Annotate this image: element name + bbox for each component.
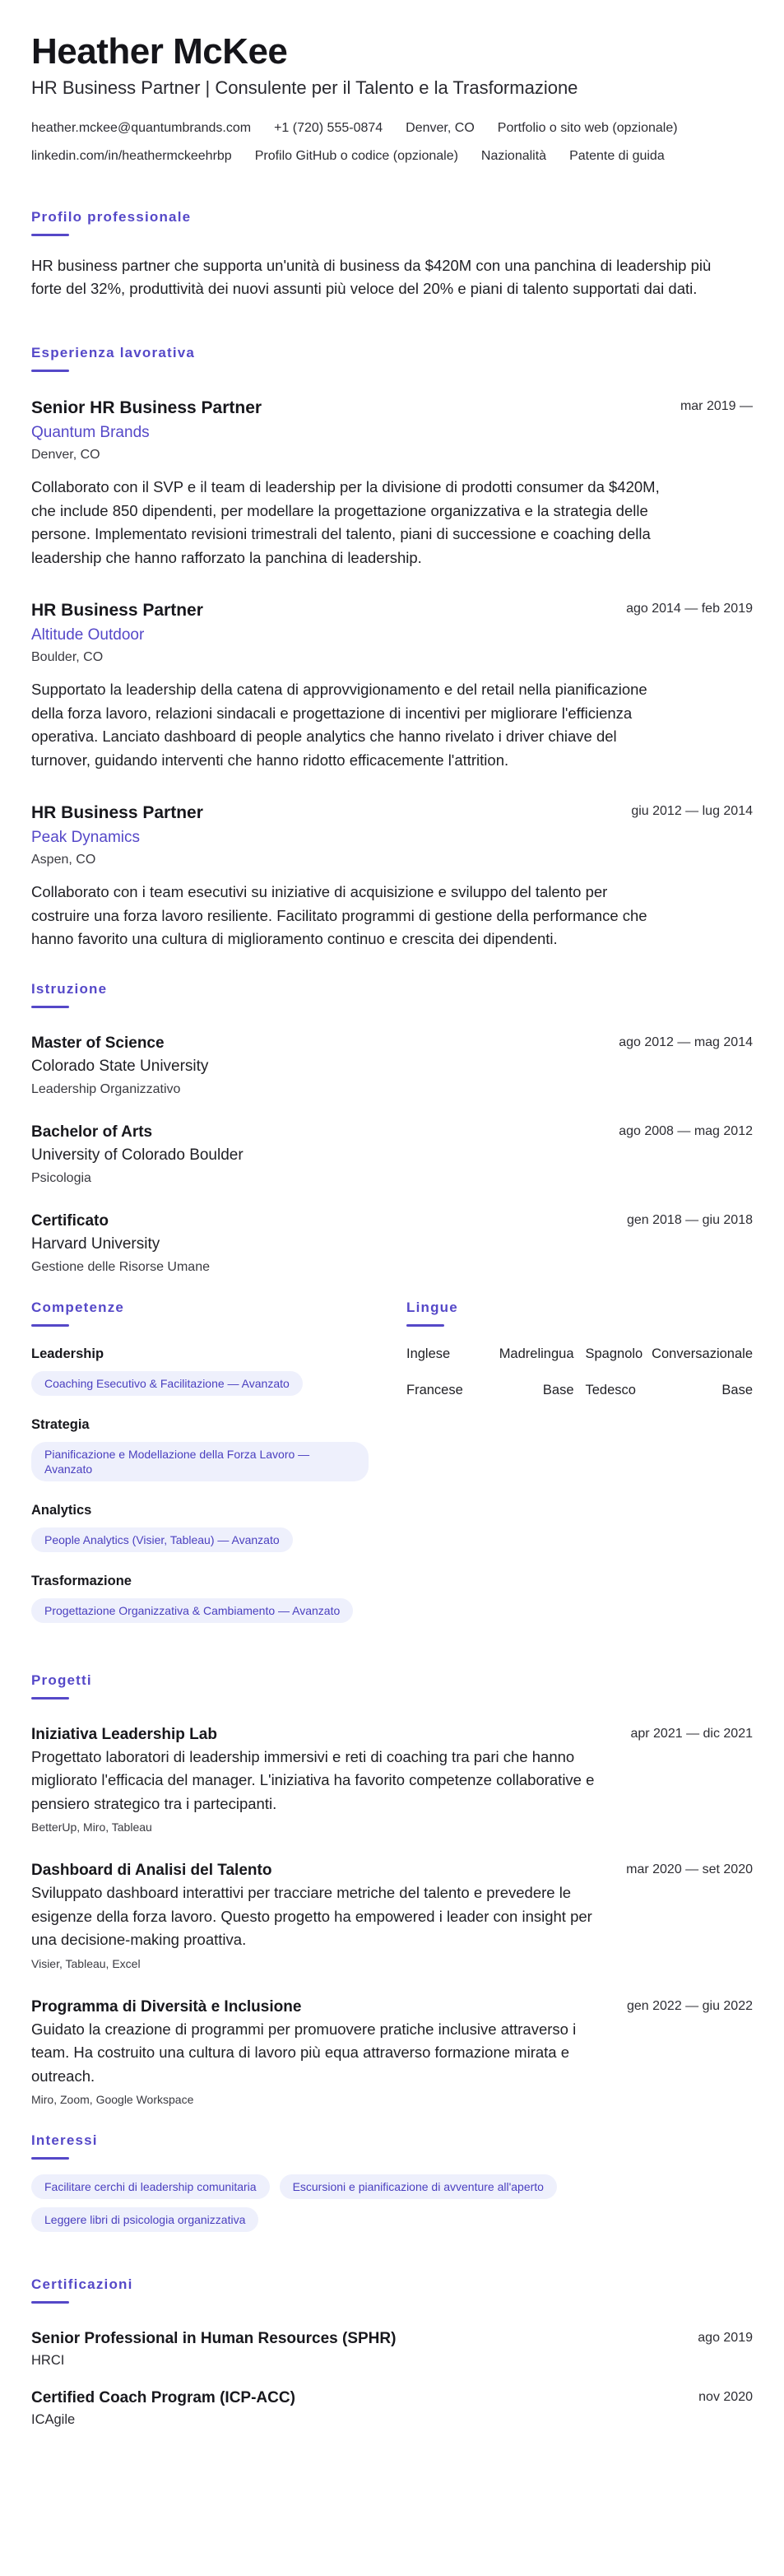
section-underline — [31, 234, 69, 236]
project-date: gen 2022 — giu 2022 — [626, 1998, 753, 2013]
language-level: Base — [542, 1382, 574, 1397]
job-date: mar 2019 — — [680, 399, 753, 413]
job-entry — [31, 397, 753, 570]
skill-category — [31, 1416, 375, 1481]
job-company: Peak Dynamics — [31, 829, 140, 846]
skill-chip: Coaching Esecutivo & Facilitazione — Avanzato — [31, 1371, 303, 1396]
candidate-headline: HR Business Partner | Consulente per il Talento e la Trasformazione — [31, 77, 578, 98]
job-entry — [31, 599, 753, 772]
education-degree: Certificato — [31, 1211, 109, 1230]
education-school: Colorado State University — [31, 1057, 209, 1075]
job-description: Supportato la leadership della catena di approvvigionamento e del retail nella pianificazione della forza lavoro, relazioni sindacali e progettazione di incentivi per migliorare l'efficienza operativa. Lanciato dashboard di people analytics che hanno rivelato i driver chiave del turnover, guidando interventi che hanno ridotto efficacemente l'attrition. — [31, 681, 647, 769]
section-title: Istruzione — [31, 980, 108, 997]
section-title: Profilo professionale — [31, 209, 192, 225]
education-entry — [31, 1033, 753, 1099]
contact-github[interactable]: Profilo GitHub o codice (opzionale) — [254, 149, 458, 163]
job-date: giu 2012 — lug 2014 — [631, 804, 753, 818]
job-title: HR Business Partner — [31, 803, 203, 822]
job-title: Senior HR Business Partner — [31, 398, 262, 417]
education-degree: Bachelor of Arts — [31, 1123, 153, 1141]
education-field: Psicologia — [31, 1170, 91, 1185]
education-date: gen 2018 — giu 2018 — [626, 1212, 753, 1227]
project-description: Sviluppato dashboard interattivi per tracciare metriche del talento e prevedere le esigenze della forza lavoro. Questo progetto ha empowered i leader con insight per una decisione-making proattiva. — [31, 1884, 592, 1948]
project-tools: BetterUp, Miro, Tableau — [31, 1820, 152, 1834]
skills-languages-section — [31, 1300, 753, 1643]
language-name: Spagnolo — [585, 1346, 643, 1361]
section-underline — [31, 370, 69, 372]
certifications-section — [31, 2276, 753, 2429]
interests-section — [31, 2132, 753, 2232]
language-level: Madrelingua — [499, 1346, 574, 1361]
job-description: Collaborato con il SVP e il team di leadership per la divisione di prodotti consumer da $420M, che include 850 dipendenti, per modellare la progettazione organizzativa e la strategia delle persone. Implementato revisioni trimestrali del talento, piani di successione e coaching della leadership che hanno rafforzato la panchina di leadership. — [31, 478, 660, 566]
education-date: ago 2008 — mag 2012 — [619, 1123, 753, 1138]
education-school: Harvard University — [31, 1235, 160, 1253]
section-underline — [31, 1697, 69, 1700]
education-field: Leadership Organizzativo — [31, 1081, 181, 1096]
skill-category — [31, 1501, 375, 1552]
skill-chip: People Analytics (Visier, Tableau) — Avanzato — [31, 1527, 293, 1552]
project-entry — [31, 1860, 753, 1972]
summary-section — [31, 209, 753, 300]
certification-entry — [31, 2328, 753, 2369]
job-description: Collaborato con i team esecutivi su iniziative di acquisizione e sviluppo del talento per costruire una forza lavoro resiliente. Facilitato programmi di gestione della performance che hanno favorito una cultura di miglioramento continuo e crescita dei dipendenti. — [31, 883, 647, 947]
certification-name: Certified Coach Program (ICP-ACC) — [31, 2389, 295, 2406]
contact-info — [31, 120, 753, 165]
contact-location: Denver, CO — [406, 121, 475, 135]
section-title: Interessi — [31, 2132, 98, 2148]
language-name: Inglese — [406, 1346, 451, 1361]
job-company: Altitude Outdoor — [31, 626, 145, 644]
contact-phone[interactable]: +1 (720) 555-0874 — [274, 121, 383, 135]
resume-header — [31, 31, 753, 165]
section-title: Esperienza lavorativa — [31, 345, 196, 360]
skills-column — [31, 1300, 375, 1643]
job-location: Aspen, CO — [31, 853, 96, 867]
contact-driving-license: Patente di guida — [569, 149, 665, 163]
project-description: Guidato la creazione di programmi per promuovere pratiche inclusive attraverso i team. Ha costruito una cultura di lavoro più equa attraverso formazione mirata e outreach. — [31, 2020, 577, 2085]
certification-issuer: HRCI — [31, 2353, 65, 2368]
job-title: HR Business Partner — [31, 601, 203, 620]
education-school: University of Colorado Boulder — [31, 1146, 244, 1164]
skill-category-name: Strategia — [31, 1416, 90, 1432]
job-entry — [31, 802, 753, 951]
contact-portfolio[interactable]: Portfolio o sito web (opzionale) — [497, 121, 678, 135]
certification-entry — [31, 2388, 753, 2429]
skill-category — [31, 1572, 375, 1623]
project-date: mar 2020 — set 2020 — [626, 1862, 753, 1876]
project-entry — [31, 1997, 753, 2109]
education-field: Gestione delle Risorse Umane — [31, 1259, 210, 1274]
language-entry — [406, 1345, 574, 1363]
project-description: Progettato laboratori di leadership immersivi e reti di coaching tra pari che hanno migliorato l'efficacia del manager. L'iniziativa ha favorito competenze collaborative e pensiero strategico tra i partecipanti. — [31, 1747, 595, 1812]
language-name: Francese — [406, 1382, 463, 1397]
projects-section — [31, 1672, 753, 2109]
summary-text: HR business partner che supporta un'unità di business da $420M con una panchina di leadership più forte del 32%, produttività dei nuovi assunti più veloce del 20% e piani di talento supportati dai dati. — [31, 257, 712, 297]
contact-email[interactable]: heather.mckee@quantumbrands.com — [31, 121, 252, 135]
project-title: Dashboard di Analisi del Talento — [31, 1862, 272, 1879]
project-title: Iniziativa Leadership Lab — [31, 1725, 217, 1743]
section-underline — [31, 1006, 69, 1008]
project-date: apr 2021 — dic 2021 — [630, 1726, 753, 1741]
experience-section — [31, 345, 753, 951]
skill-category-name: Analytics — [31, 1502, 92, 1518]
project-title: Programma di Diversità e Inclusione — [31, 1997, 302, 2016]
language-entry — [406, 1381, 574, 1399]
interest-chip: Facilitare cerchi di leadership comunitaria — [31, 2174, 270, 2199]
job-date: ago 2014 — feb 2019 — [626, 602, 753, 616]
job-company: Quantum Brands — [31, 424, 150, 441]
language-level: Conversazionale — [652, 1346, 753, 1361]
section-title: Lingue — [406, 1299, 458, 1315]
job-location: Denver, CO — [31, 448, 100, 462]
certification-date: nov 2020 — [698, 2390, 753, 2404]
education-entry — [31, 1211, 753, 1276]
certification-issuer: ICAgile — [31, 2412, 76, 2427]
section-underline — [406, 1324, 444, 1327]
certification-name: Senior Professional in Human Resources (SPHR) — [31, 2330, 397, 2347]
language-entry — [586, 1381, 754, 1399]
section-title: Certificazioni — [31, 2276, 133, 2292]
education-entry — [31, 1122, 753, 1188]
languages-column — [406, 1300, 753, 1643]
section-title: Progetti — [31, 1672, 92, 1688]
language-entry — [586, 1345, 754, 1363]
language-name: Tedesco — [585, 1382, 636, 1397]
education-degree: Master of Science — [31, 1034, 165, 1052]
education-section — [31, 981, 753, 1276]
contact-linkedin[interactable]: linkedin.com/in/heathermckeehrbp — [31, 149, 232, 163]
education-date: ago 2012 — mag 2014 — [619, 1035, 753, 1049]
interest-chip: Leggere libri di psicologia organizzativa — [31, 2207, 258, 2232]
skill-category-name: Trasformazione — [31, 1573, 132, 1588]
section-underline — [31, 2301, 69, 2304]
project-entry — [31, 1724, 753, 1836]
candidate-name: Heather McKee — [31, 31, 288, 72]
interest-chip: Escursioni e pianificazione di avventure all'aperto — [280, 2174, 557, 2199]
skill-chip: Pianificazione e Modellazione della Forza Lavoro — Avanzato — [31, 1442, 369, 1481]
language-level: Base — [721, 1382, 753, 1397]
job-location: Boulder, CO — [31, 650, 104, 664]
section-underline — [31, 1324, 69, 1327]
skill-category — [31, 1345, 375, 1396]
certification-date: ago 2019 — [698, 2331, 753, 2345]
section-underline — [31, 2157, 69, 2160]
project-tools: Miro, Zoom, Google Workspace — [31, 2093, 194, 2106]
skill-chip: Progettazione Organizzativa & Cambiamento — Avanzato — [31, 1598, 353, 1623]
contact-nationality: Nazionalità — [480, 149, 547, 163]
section-title: Competenze — [31, 1299, 125, 1315]
project-tools: Visier, Tableau, Excel — [31, 1956, 141, 1970]
skill-category-name: Leadership — [31, 1346, 104, 1361]
